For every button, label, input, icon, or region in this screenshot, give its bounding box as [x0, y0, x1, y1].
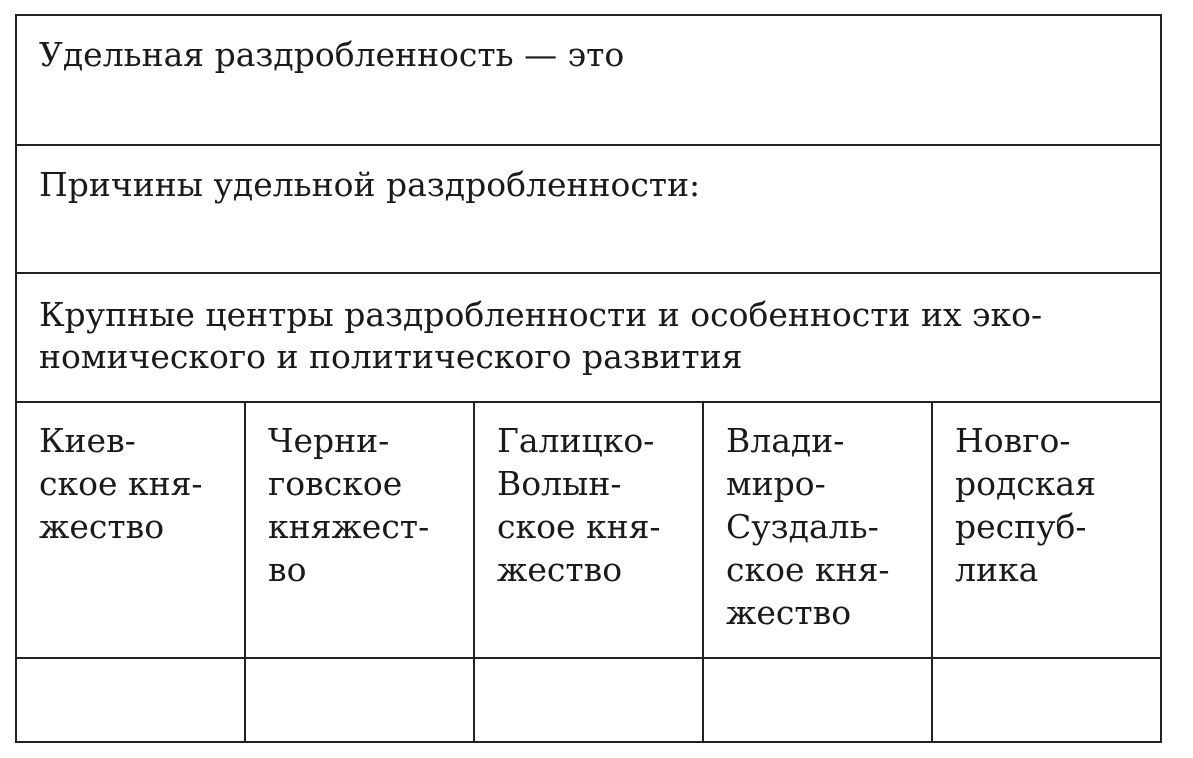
centers-heading-row	[17, 274, 1160, 403]
answers-row	[17, 659, 1160, 741]
center-label: Новго- родская респуб- лика	[955, 421, 1096, 589]
center-label: Влади- миро- Суздаль- ское кня- жество	[726, 421, 890, 632]
causes-prompt: Причины удельной раздробленности:	[39, 165, 701, 204]
answer-cell-vladimir-suzdal[interactable]	[704, 659, 933, 741]
answer-cell-novgorod[interactable]	[933, 659, 1160, 741]
answer-cell-galicia-volhynia[interactable]	[475, 659, 704, 741]
centers-header-row	[17, 403, 1160, 659]
worksheet-table	[15, 14, 1162, 743]
centers-prompt: Крупные центры раздробленности и особенности их эко- номического и политического развития	[39, 295, 1043, 376]
center-label: Галицко- Волын- ское кня- жество	[497, 421, 661, 589]
center-header-galicia-volhynia	[475, 403, 704, 657]
answer-cell-kiev[interactable]	[17, 659, 246, 741]
answer-cell-chernigov[interactable]	[246, 659, 475, 741]
definition-prompt: Удельная раздробленность — это	[39, 35, 625, 74]
center-label: Черни- говское княжест- во	[268, 421, 430, 589]
definition-row[interactable]	[17, 16, 1160, 146]
center-header-vladimir-suzdal	[704, 403, 933, 657]
center-header-kiev	[17, 403, 246, 657]
center-header-chernigov	[246, 403, 475, 657]
center-label: Киев- ское кня- жество	[39, 421, 203, 546]
center-header-novgorod	[933, 403, 1160, 657]
causes-row[interactable]	[17, 146, 1160, 274]
